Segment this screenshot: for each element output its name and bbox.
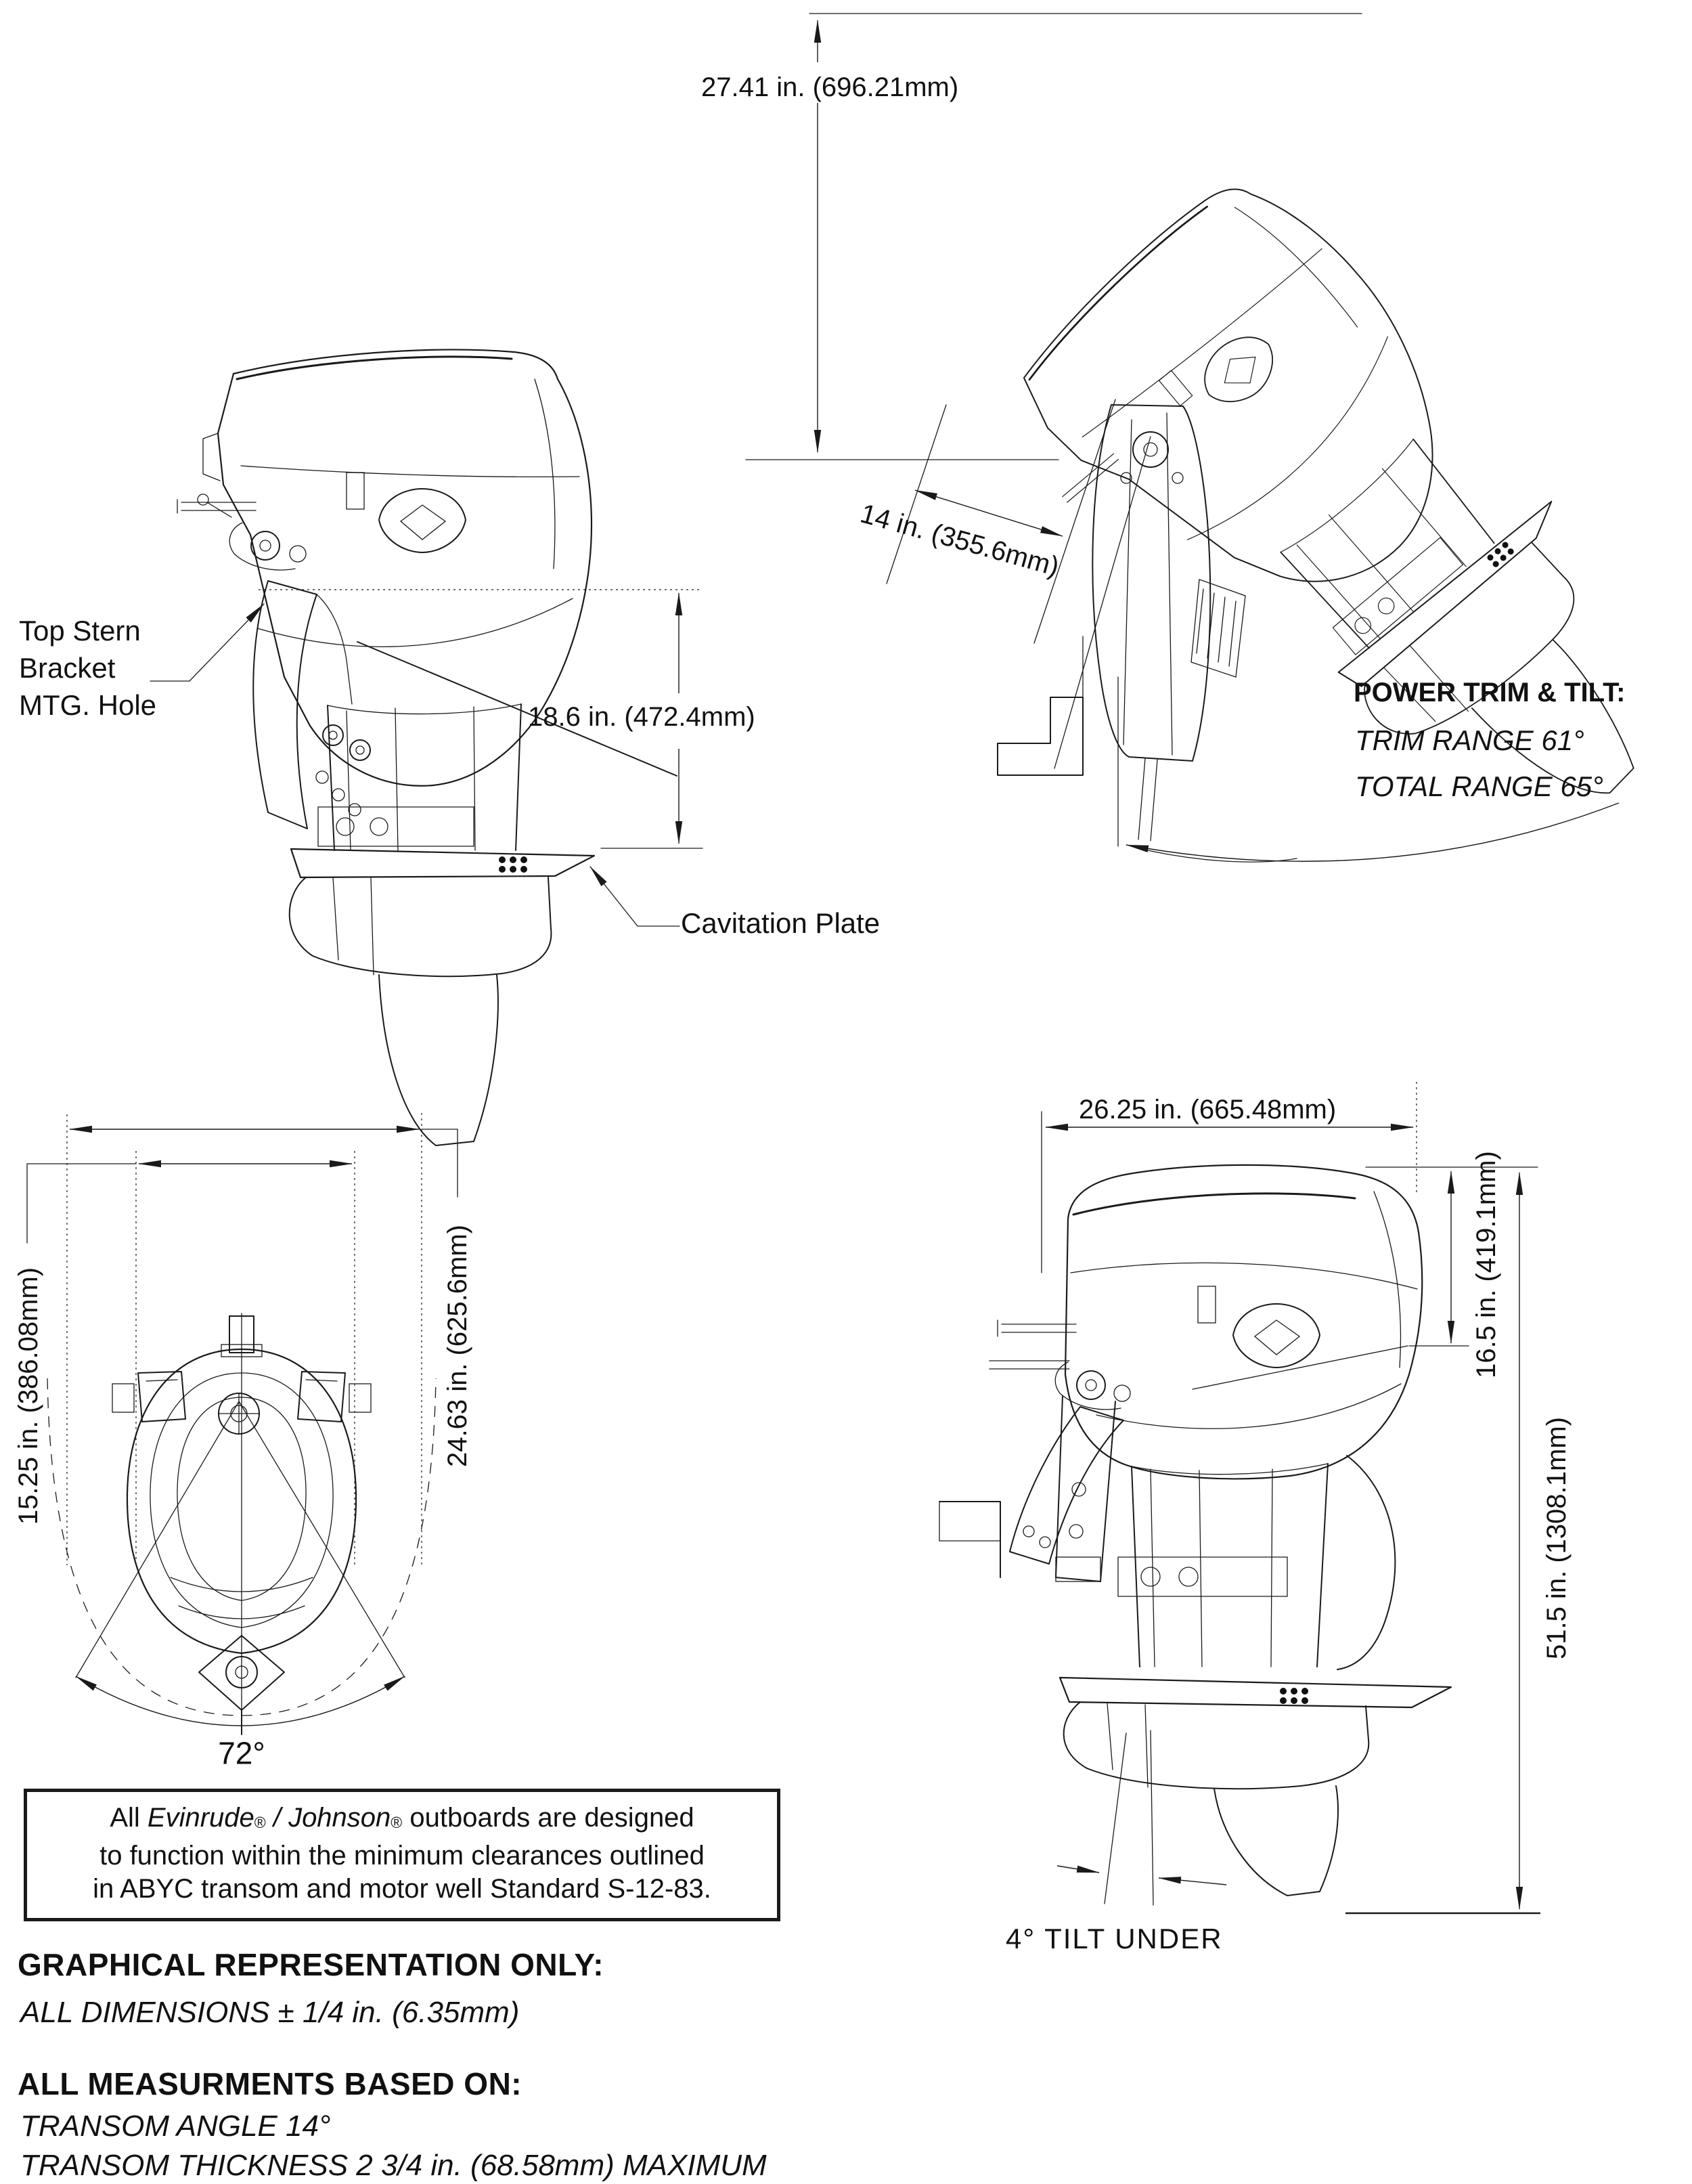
midsection — [318, 704, 521, 850]
tilt-under-label: 4° TILT UNDER — [1006, 1923, 1223, 1954]
steering-angle-label: 72° — [218, 1735, 265, 1771]
front-view-drawing — [27, 1113, 458, 1734]
height-dimension-label: 27.41 in. (696.21mm) — [701, 72, 959, 102]
overall-height-label: 51.5 in. (1308.1mm) — [1542, 1417, 1572, 1659]
trim-range-label: TRIM RANGE 61° — [1355, 724, 1584, 756]
stern-bracket — [939, 1362, 1130, 1581]
johnson-registered-mark: ® — [391, 1814, 403, 1831]
width-dimensions — [27, 1113, 458, 1565]
stern-bracket-label-line1: Top Stern — [19, 615, 141, 647]
gearcase — [290, 877, 552, 1145]
cowling — [989, 1165, 1422, 1479]
side-view-drawing — [150, 350, 703, 1145]
stern-bracket-label-line3: MTG. Hole — [19, 689, 157, 721]
tilted-motor — [974, 152, 1692, 940]
cowl-width-label: 15.25 in. (386.08mm) — [14, 1267, 43, 1525]
clearance-pre: All — [110, 1803, 148, 1833]
brand-evinrude: Evinrude — [147, 1803, 254, 1833]
cavitation-plate — [291, 849, 594, 877]
trim-tilt-arc — [1126, 803, 1619, 862]
cavitation-plate — [1060, 1678, 1451, 1707]
tiller-bracket — [177, 494, 306, 570]
midsection — [1118, 1456, 1395, 1669]
stern-bracket-label — [19, 612, 156, 724]
profile-view-drawing — [939, 1082, 1540, 1913]
transom-thickness-note: TRANSOM THICKNESS 2 3/4 in. (68.58mm) MAXIMUM — [20, 2149, 767, 2182]
bracket-leader — [150, 604, 264, 681]
setback-dimension-label: 14 in. (355.6mm) — [857, 498, 1063, 582]
clearance-post: outboards are designed — [402, 1803, 694, 1833]
graphical-representation-title: GRAPHICAL REPRESENTATION ONLY: — [18, 1947, 604, 1982]
total-range-label: TOTAL RANGE 65° — [1355, 770, 1603, 802]
transom-step — [998, 437, 1151, 846]
cavitation-leader — [590, 867, 680, 926]
swing-width-label: 24.63 in. (625.6mm) — [443, 1225, 472, 1467]
brand-separator: / — [265, 1803, 289, 1833]
measurements-based-title: ALL MEASURMENTS BASED ON: — [18, 2066, 522, 2101]
clearance-note-line2: to function within the minimum clearances outlined — [99, 1841, 705, 1871]
length-dimension-label: 26.25 in. (665.48mm) — [1079, 1095, 1337, 1124]
transom-angle-note: TRANSOM ANGLE 14° — [20, 2110, 331, 2143]
tilt-under-annotation — [1057, 1730, 1226, 1905]
brand-johnson: Johnson — [288, 1803, 391, 1833]
clearance-note-line3: in ABYC transom and motor well Standard S-12-83. — [93, 1874, 711, 1904]
power-trim-title: POWER TRIM & TILT: — [1354, 678, 1626, 707]
cavitation-plate-label: Cavitation Plate — [681, 907, 881, 939]
cowl-height-label: 16.5 in. (419.1mm) — [1471, 1151, 1501, 1378]
transom-height-label: 18.6 in. (472.4mm) — [528, 702, 755, 732]
clearance-note-line1 — [27, 1801, 777, 1839]
evinrude-registered-mark: ® — [254, 1814, 266, 1831]
overall-height-dimension — [1345, 1173, 1540, 1913]
swivel-bracket — [1092, 405, 1245, 841]
stern-bracket-label-line2: Bracket — [19, 652, 116, 684]
dimension-tolerance-note: ALL DIMENSIONS ± 1/4 in. (6.35mm) — [20, 1996, 520, 2029]
clearance-note-box — [24, 1789, 780, 1921]
cowl-emblem — [379, 489, 466, 552]
